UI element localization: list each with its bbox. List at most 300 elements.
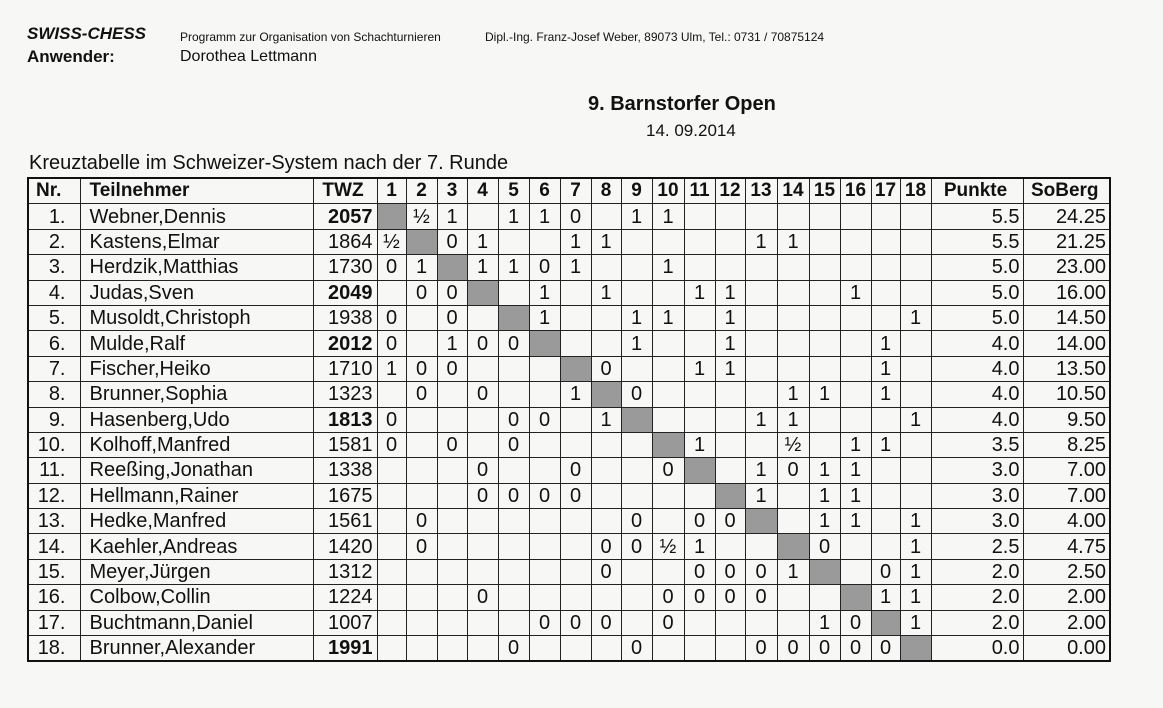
cell-result: [871, 204, 900, 229]
cell-result: [406, 559, 437, 584]
cell-nr: 18.: [28, 636, 80, 662]
cell-result: 0: [684, 509, 715, 534]
cell-result: [377, 458, 406, 483]
cell-result: [809, 280, 840, 305]
cell-result: [498, 280, 529, 305]
cell-twz: 1730: [313, 255, 377, 280]
header-round-10: 10: [652, 178, 684, 204]
cell-points: 5.0: [931, 255, 1023, 280]
cell-result: [377, 534, 406, 559]
cell-result: [498, 559, 529, 584]
cell-twz: 1007: [313, 610, 377, 635]
cell-result: 0: [745, 559, 777, 584]
cell-result: [900, 483, 931, 508]
cell-result: [871, 458, 900, 483]
cell-result: [900, 280, 931, 305]
cell-result: [840, 407, 871, 432]
cell-result: 1: [715, 356, 745, 381]
cell-self-diagonal: [871, 610, 900, 635]
cell-result: [715, 610, 745, 635]
cell-twz: 1991: [313, 636, 377, 662]
cell-result: [467, 509, 498, 534]
cell-result: [652, 382, 684, 407]
cell-result: [840, 356, 871, 381]
cell-result: [377, 610, 406, 635]
cell-result: [437, 509, 467, 534]
cell-result: 1: [560, 382, 591, 407]
cell-result: [745, 432, 777, 457]
cell-result: [777, 610, 809, 635]
cell-result: [900, 356, 931, 381]
table-row: [28, 280, 1110, 305]
cell-result: [467, 636, 498, 662]
cell-result: [621, 229, 652, 254]
cell-result: [900, 255, 931, 280]
cell-result: [809, 204, 840, 229]
cell-result: [377, 280, 406, 305]
cell-self-diagonal: [900, 636, 931, 662]
cell-result: [684, 610, 715, 635]
cell-result: [777, 280, 809, 305]
header-round-9: 9: [621, 178, 652, 204]
cell-player-name: Reeßing,Jonathan: [80, 458, 313, 483]
cell-nr: 14.: [28, 534, 80, 559]
cell-result: [871, 509, 900, 534]
cell-result: [652, 331, 684, 356]
table-row: [28, 204, 1110, 229]
cell-result: 0: [621, 509, 652, 534]
cell-result: 0: [684, 559, 715, 584]
header-round-8: 8: [591, 178, 621, 204]
cell-result: 1: [745, 229, 777, 254]
cell-result: 1: [900, 559, 931, 584]
cell-result: [560, 432, 591, 457]
cell-result: 1: [745, 483, 777, 508]
table-row: [28, 356, 1110, 381]
cell-result: [560, 331, 591, 356]
cell-result: [529, 356, 560, 381]
cell-result: [529, 382, 560, 407]
cell-result: [809, 432, 840, 457]
header-points: Punkte: [931, 178, 1023, 204]
cell-result: [871, 534, 900, 559]
cell-result: [621, 559, 652, 584]
cell-result: [715, 534, 745, 559]
cell-result: 0: [377, 255, 406, 280]
cell-result: 1: [840, 458, 871, 483]
cell-result: [777, 509, 809, 534]
header-soberg: SoBerg: [1023, 178, 1110, 204]
cell-result: [560, 305, 591, 330]
cell-result: [498, 229, 529, 254]
cell-result: [840, 382, 871, 407]
cell-result: [591, 483, 621, 508]
cell-result: [715, 229, 745, 254]
cell-player-name: Webner,Dennis: [80, 204, 313, 229]
cell-result: 0: [591, 534, 621, 559]
cell-result: 0: [715, 509, 745, 534]
cell-result: [684, 636, 715, 662]
cell-result: [467, 534, 498, 559]
cell-result: 0: [621, 382, 652, 407]
cell-nr: 9.: [28, 407, 80, 432]
cell-result: 1: [591, 229, 621, 254]
cell-nr: 15.: [28, 559, 80, 584]
cell-result: 0: [406, 509, 437, 534]
cell-nr: 17.: [28, 610, 80, 635]
table-subtitle: Kreuztabelle im Schweizer-System nach der 7. Runde: [29, 152, 509, 174]
cell-result: [809, 407, 840, 432]
cell-result: 0: [621, 636, 652, 662]
cell-result: [652, 356, 684, 381]
cell-points: 4.0: [931, 382, 1023, 407]
cell-player-name: Buchtmann,Daniel: [80, 610, 313, 635]
cell-result: [777, 483, 809, 508]
cell-result: 1: [684, 356, 715, 381]
cell-result: [715, 432, 745, 457]
cell-result: 0: [529, 255, 560, 280]
cell-result: 0: [498, 636, 529, 662]
cell-nr: 11.: [28, 458, 80, 483]
cell-result: [652, 229, 684, 254]
cell-result: 1: [529, 280, 560, 305]
cell-result: [377, 636, 406, 662]
cell-result: [406, 458, 437, 483]
cell-soberg: 4.00: [1023, 509, 1110, 534]
cell-result: 1: [591, 407, 621, 432]
cell-result: [406, 610, 437, 635]
cell-result: 0: [467, 458, 498, 483]
cell-result: 0: [498, 407, 529, 432]
cell-points: 2.5: [931, 534, 1023, 559]
cell-nr: 2.: [28, 229, 80, 254]
cell-result: 1: [871, 331, 900, 356]
cell-result: [591, 305, 621, 330]
cell-result: [529, 534, 560, 559]
cell-player-name: Hasenberg,Udo: [80, 407, 313, 432]
cell-result: [437, 534, 467, 559]
cell-result: [529, 432, 560, 457]
cell-result: [745, 204, 777, 229]
cell-result: [498, 509, 529, 534]
cell-result: [621, 432, 652, 457]
cell-result: [745, 382, 777, 407]
cell-result: [715, 407, 745, 432]
cell-result: 1: [809, 483, 840, 508]
table-row: [28, 483, 1110, 508]
header-round-12: 12: [715, 178, 745, 204]
header-round-2: 2: [406, 178, 437, 204]
cell-result: [900, 382, 931, 407]
cell-result: [621, 356, 652, 381]
header-round-6: 6: [529, 178, 560, 204]
cell-result: [529, 585, 560, 610]
header-round-14: 14: [777, 178, 809, 204]
cell-result: [529, 636, 560, 662]
cell-soberg: 7.00: [1023, 458, 1110, 483]
cell-result: 0: [652, 585, 684, 610]
cell-result: [560, 407, 591, 432]
cell-result: 0: [809, 534, 840, 559]
cell-result: ½: [406, 204, 437, 229]
cell-twz: 1864: [313, 229, 377, 254]
header-round-15: 15: [809, 178, 840, 204]
cell-points: 3.0: [931, 509, 1023, 534]
cell-result: [652, 509, 684, 534]
cell-points: 5.5: [931, 229, 1023, 254]
table-row: [28, 636, 1110, 662]
cell-nr: 8.: [28, 382, 80, 407]
cell-result: [840, 331, 871, 356]
cell-result: [377, 559, 406, 584]
cell-result: [591, 636, 621, 662]
cell-player-name: Hedke,Manfred: [80, 509, 313, 534]
cell-result: 0: [498, 483, 529, 508]
cell-result: [745, 280, 777, 305]
cell-twz: 1561: [313, 509, 377, 534]
cell-result: 1: [840, 483, 871, 508]
cell-nr: 4.: [28, 280, 80, 305]
cell-twz: 1675: [313, 483, 377, 508]
cell-result: 1: [437, 331, 467, 356]
cell-result: [377, 483, 406, 508]
tournament-title: 9. Barnstorfer Open: [588, 93, 776, 115]
cell-result: [406, 331, 437, 356]
cell-points: 2.0: [931, 585, 1023, 610]
cell-result: 0: [745, 636, 777, 662]
cell-result: 1: [840, 280, 871, 305]
cell-result: 0: [377, 407, 406, 432]
cell-player-name: Fischer,Heiko: [80, 356, 313, 381]
cell-soberg: 23.00: [1023, 255, 1110, 280]
tournament-date: 14. 09.2014: [646, 121, 736, 140]
cell-result: 0: [467, 585, 498, 610]
cell-result: 1: [684, 432, 715, 457]
cell-result: [745, 534, 777, 559]
cell-result: 1: [900, 509, 931, 534]
header-round-17: 17: [871, 178, 900, 204]
cell-self-diagonal: [621, 407, 652, 432]
cell-soberg: 14.00: [1023, 331, 1110, 356]
cell-result: [745, 305, 777, 330]
cell-result: 0: [809, 636, 840, 662]
cell-result: [840, 255, 871, 280]
cell-player-name: Meyer,Jürgen: [80, 559, 313, 584]
cell-result: 1: [745, 407, 777, 432]
cell-nr: 10.: [28, 432, 80, 457]
cell-result: 1: [467, 255, 498, 280]
cell-result: 0: [437, 305, 467, 330]
cell-result: 1: [809, 509, 840, 534]
cell-result: [684, 305, 715, 330]
cell-result: [621, 458, 652, 483]
cell-soberg: 24.25: [1023, 204, 1110, 229]
cell-result: ½: [652, 534, 684, 559]
table-row: [28, 229, 1110, 254]
cell-result: 1: [621, 305, 652, 330]
cell-result: [529, 509, 560, 534]
header-round-11: 11: [684, 178, 715, 204]
cell-result: 1: [560, 255, 591, 280]
table-row: [28, 610, 1110, 635]
cell-result: 1: [621, 331, 652, 356]
cell-result: [591, 432, 621, 457]
cell-result: 1: [437, 204, 467, 229]
cell-result: [809, 255, 840, 280]
cell-result: [652, 636, 684, 662]
cell-result: 1: [809, 382, 840, 407]
cell-result: 0: [406, 280, 437, 305]
cell-result: 0: [529, 407, 560, 432]
header-round-3: 3: [437, 178, 467, 204]
cell-result: [377, 382, 406, 407]
cell-result: 0: [652, 610, 684, 635]
cell-result: [437, 458, 467, 483]
cell-twz: 2012: [313, 331, 377, 356]
cell-result: 1: [900, 610, 931, 635]
cell-result: [809, 305, 840, 330]
cell-result: [467, 305, 498, 330]
cell-soberg: 9.50: [1023, 407, 1110, 432]
cell-result: 1: [871, 585, 900, 610]
cell-result: [560, 509, 591, 534]
table-row: [28, 432, 1110, 457]
cell-result: [715, 636, 745, 662]
cell-soberg: 16.00: [1023, 280, 1110, 305]
cell-result: 1: [900, 407, 931, 432]
cell-result: 0: [560, 458, 591, 483]
cell-result: [652, 559, 684, 584]
cell-result: 1: [652, 305, 684, 330]
cell-result: [498, 458, 529, 483]
cell-result: 1: [529, 204, 560, 229]
cell-points: 2.0: [931, 610, 1023, 635]
cell-result: 0: [871, 559, 900, 584]
cell-result: 0: [591, 356, 621, 381]
cell-points: 3.5: [931, 432, 1023, 457]
cell-result: [498, 534, 529, 559]
cell-result: [560, 636, 591, 662]
cell-result: [467, 432, 498, 457]
cell-result: 0: [560, 610, 591, 635]
cell-result: [467, 610, 498, 635]
cell-points: 5.0: [931, 280, 1023, 305]
cell-twz: 1312: [313, 559, 377, 584]
cell-self-diagonal: [591, 382, 621, 407]
cell-twz: 1338: [313, 458, 377, 483]
cell-player-name: Kolhoff,Manfred: [80, 432, 313, 457]
cell-player-name: Brunner,Sophia: [80, 382, 313, 407]
cell-points: 5.0: [931, 305, 1023, 330]
cell-result: [809, 331, 840, 356]
cell-result: [684, 382, 715, 407]
cell-result: [652, 280, 684, 305]
cell-nr: 3.: [28, 255, 80, 280]
cell-result: 0: [406, 356, 437, 381]
cell-result: [840, 204, 871, 229]
cell-player-name: Kaehler,Andreas: [80, 534, 313, 559]
cell-result: [437, 636, 467, 662]
cell-result: [591, 585, 621, 610]
cell-result: 0: [777, 458, 809, 483]
cell-result: [684, 229, 715, 254]
header-round-4: 4: [467, 178, 498, 204]
cell-result: 0: [621, 534, 652, 559]
cell-self-diagonal: [777, 534, 809, 559]
cell-player-name: Mulde,Ralf: [80, 331, 313, 356]
header-nr: Nr.: [28, 178, 80, 204]
cell-result: [777, 585, 809, 610]
cell-result: [498, 356, 529, 381]
cell-result: [652, 483, 684, 508]
table-row: [28, 509, 1110, 534]
cell-result: 1: [621, 204, 652, 229]
cell-result: [900, 458, 931, 483]
cell-result: [621, 610, 652, 635]
cell-result: [406, 305, 437, 330]
cell-result: [777, 255, 809, 280]
app-name: SWISS-CHESS: [27, 24, 147, 43]
cell-result: [529, 229, 560, 254]
cell-result: 0: [560, 483, 591, 508]
cell-result: [871, 255, 900, 280]
cell-result: 0: [467, 331, 498, 356]
cell-result: 1: [715, 280, 745, 305]
cell-nr: 16.: [28, 585, 80, 610]
header-round-7: 7: [560, 178, 591, 204]
table-row: [28, 559, 1110, 584]
cell-twz: 1420: [313, 534, 377, 559]
cell-result: 1: [560, 229, 591, 254]
cell-result: [467, 559, 498, 584]
header-twz: TWZ: [313, 178, 377, 204]
cell-result: [621, 280, 652, 305]
cell-points: 3.0: [931, 483, 1023, 508]
cell-result: [840, 229, 871, 254]
cell-result: [809, 229, 840, 254]
cell-result: 0: [715, 559, 745, 584]
cell-result: 1: [406, 255, 437, 280]
table-row: [28, 255, 1110, 280]
cell-result: 1: [871, 382, 900, 407]
header-name: Teilnehmer: [80, 178, 313, 204]
cell-result: 1: [777, 229, 809, 254]
user-label: Anwender:: [27, 47, 115, 66]
cell-self-diagonal: [437, 255, 467, 280]
cell-result: 1: [840, 432, 871, 457]
cell-twz: 1224: [313, 585, 377, 610]
cell-twz: 2049: [313, 280, 377, 305]
cell-points: 4.0: [931, 331, 1023, 356]
cell-result: [684, 204, 715, 229]
cell-result: 0: [467, 483, 498, 508]
cell-result: 1: [900, 305, 931, 330]
cell-result: [591, 204, 621, 229]
header-round-5: 5: [498, 178, 529, 204]
cell-result: 0: [437, 356, 467, 381]
table-row: [28, 331, 1110, 356]
cell-soberg: 0.00: [1023, 636, 1110, 662]
cell-result: [591, 255, 621, 280]
cell-nr: 7.: [28, 356, 80, 381]
cell-result: 1: [498, 255, 529, 280]
cell-result: [591, 458, 621, 483]
cell-points: 4.0: [931, 407, 1023, 432]
cell-result: 0: [652, 458, 684, 483]
cell-result: [406, 585, 437, 610]
cell-result: 1: [684, 280, 715, 305]
cell-result: 0: [377, 305, 406, 330]
